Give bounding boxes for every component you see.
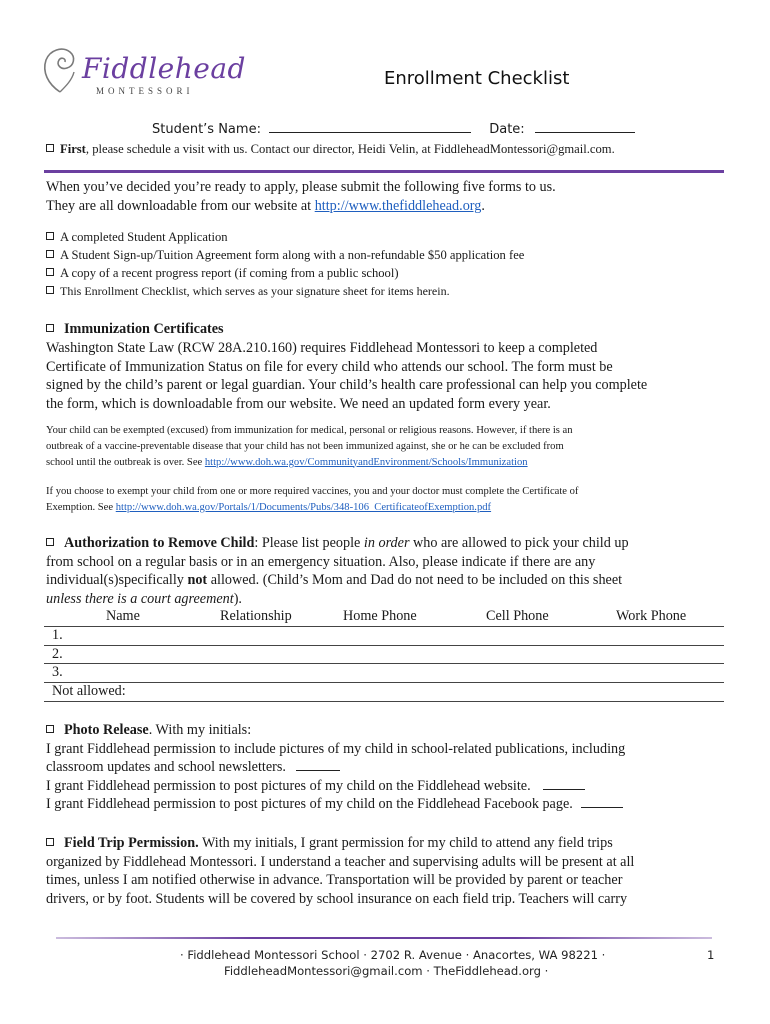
exemption-note-2 — [46, 484, 647, 515]
list-item — [46, 282, 524, 300]
intro — [46, 178, 556, 216]
list-item — [46, 246, 524, 264]
checkbox-icon[interactable] — [46, 538, 54, 546]
student-name-label: Student’s Name: — [152, 122, 261, 137]
intro-line-2 — [46, 197, 556, 216]
photo-line-3 — [46, 777, 625, 796]
note-line: Your child can be exempted (excused) from immunization for medical, personal or religious reasons. However, if there is an — [46, 425, 573, 437]
field-trip-text: With my initials, I grant permission for my child to attend any field trips — [198, 835, 613, 851]
list-item-label: This Enrollment Checklist, which serves as your signature sheet for items herein. — [60, 284, 450, 298]
exemption-note-1 — [46, 423, 647, 470]
intro-prefix: They are all downloadable from our website at — [46, 198, 315, 214]
field-trip-heading: Field Trip Permission. — [64, 835, 199, 851]
logo-text: Fiddlehead — [82, 52, 246, 85]
col-header-relationship: Relationship — [220, 608, 292, 624]
initials-facebook-field[interactable] — [581, 795, 623, 808]
doh-exemption-link[interactable]: http://www.doh.wa.gov/Portals/1/Documents/Pubs/348-106_CertificateofExemption.pdf — [115, 501, 492, 513]
initials-website-field[interactable] — [543, 777, 585, 790]
photo-line-2 — [46, 758, 625, 777]
footer-contact: FiddleheadMontessori@gmail.com · TheFiddlehead.org · — [224, 964, 549, 978]
first-bold: First — [60, 142, 86, 156]
auth-line-1 — [46, 534, 629, 553]
authorization-section — [46, 534, 629, 608]
checkbox-icon[interactable] — [46, 725, 54, 733]
student-line — [152, 120, 635, 137]
auth-line-3 — [46, 571, 629, 590]
doh-immunization-link[interactable]: http://www.doh.wa.gov/CommunityandEnvironment/Schools/Immunization — [204, 456, 528, 468]
note-line — [46, 455, 647, 471]
page-title: Enrollment Checklist — [384, 68, 570, 89]
auth-text: allowed. (Child’s Mom and Dad do not need to be included on this sheet — [207, 572, 623, 589]
date-label: Date: — [489, 122, 525, 137]
checkbox-icon[interactable] — [46, 250, 54, 258]
photo-heading: Photo Release — [64, 722, 149, 738]
table-rule — [44, 663, 724, 664]
table-row[interactable]: 3. — [52, 664, 63, 680]
list-item-label: A Student Sign-up/Tuition Agreement form along with a non-refundable $50 application fee — [60, 248, 525, 262]
photo-text: classroom updates and school newsletters. — [46, 759, 286, 776]
list-item-label: A completed Student Application — [60, 230, 228, 244]
checkbox-icon[interactable] — [46, 324, 54, 332]
photo-section — [46, 721, 625, 814]
photo-line-1: I grant Fiddlehead permission to include pictures of my child in school-related publications, including — [46, 740, 626, 757]
immunization-heading — [46, 320, 647, 339]
forms-list — [46, 228, 524, 300]
photo-text: I grant Fiddlehead permission to post pictures of my child on the Fiddlehead Facebook page. — [46, 796, 573, 813]
photo-text: I grant Fiddlehead permission to post pictures of my child on the Fiddlehead website. — [46, 777, 531, 794]
footer-address: · Fiddlehead Montessori School · 2702 R. Avenue · Anacortes, WA 98221 · — [180, 948, 606, 962]
para-line: the form, which is downloadable from our website. We need an updated form every year. — [46, 395, 551, 412]
col-header-cell-phone: Cell Phone — [486, 608, 549, 624]
photo-text: . With my initials: — [148, 722, 252, 738]
table-row[interactable]: 2. — [52, 646, 63, 662]
table-rule — [44, 701, 724, 702]
field-trip-line-4: drivers, or by foot. Students will be covered by school insurance on each field trip. Teachers will carry — [46, 890, 628, 907]
immunization-heading-text: Immunization Certificates — [64, 321, 224, 337]
table-row[interactable]: 1. — [52, 627, 63, 643]
note-line: If you choose to exempt your child from one or more required vaccines, you and your doctor must complete the Certificate of — [46, 486, 579, 498]
photo-heading-line — [46, 721, 625, 740]
note-prefix: school until the outbreak is over. See — [46, 456, 205, 468]
list-item — [46, 264, 524, 282]
divider-top — [44, 170, 724, 173]
footer-divider — [56, 937, 712, 939]
pickup-table — [44, 608, 724, 704]
immunization-paragraph — [46, 339, 647, 413]
table-rule — [44, 682, 724, 683]
checkbox-icon[interactable] — [46, 286, 54, 294]
website-link[interactable]: http://www.thefiddlehead.org — [314, 198, 482, 214]
auth-emphasis: in order — [363, 535, 410, 551]
logo — [40, 44, 246, 104]
page-number: 1 — [707, 948, 715, 962]
list-item-label: A copy of a recent progress report (if coming from a public school) — [60, 266, 399, 280]
checkbox-icon[interactable] — [46, 838, 54, 846]
checkbox-icon[interactable] — [46, 232, 54, 240]
student-name-field[interactable] — [269, 120, 471, 133]
field-trip-line-2: organized by Fiddlehead Montessori. I understand a teacher and supervising adults will be present at all — [46, 853, 635, 870]
photo-line-4 — [46, 795, 625, 814]
col-header-name: Name — [106, 608, 140, 624]
field-trip-section — [46, 834, 634, 908]
auth-line-2: from school on a regular basis or in an emergency situation. Also, please indicate if there are any — [46, 553, 596, 570]
para-line: Certificate of Immunization Status on file for every child who attends our school. The form must be — [46, 358, 613, 375]
initials-newsletters-field[interactable] — [296, 758, 340, 771]
auth-emphasis: not — [187, 572, 208, 589]
checkbox-icon[interactable] — [46, 144, 54, 152]
auth-line-4 — [46, 590, 629, 609]
fern-logo-icon — [40, 44, 80, 96]
table-rule — [44, 645, 724, 646]
note-line: outbreak of a vaccine-preventable disease that your child has not been immunized against, she or he can be excluded from — [46, 440, 564, 452]
table-rule — [44, 626, 724, 627]
para-line: Washington State Law (RCW 28A.210.160) requires Fiddlehead Montessori to keep a completed — [46, 340, 598, 356]
auth-text: ). — [233, 590, 242, 607]
col-header-work-phone: Work Phone — [616, 608, 687, 624]
logo-subtext: MONTESSORI — [96, 86, 194, 96]
first-item — [46, 142, 615, 157]
first-text: , please schedule a visit with us. Contact our director, Heidi Velin, at FiddleheadMontessori@gmail.com. — [85, 142, 615, 156]
field-trip-line-3: times, unless I am notified otherwise in advance. Transportation will be provided by parent or teacher — [46, 872, 623, 889]
checkbox-icon[interactable] — [46, 268, 54, 276]
field-trip-line-1 — [46, 834, 634, 853]
auth-text: : Please list people — [254, 535, 364, 551]
auth-text: individual(s)specifically — [46, 572, 188, 589]
note-line — [46, 500, 647, 516]
note-prefix: Exemption. See — [46, 501, 116, 513]
intro-line-1: When you’ve decided you’re ready to apply, please submit the following five forms to us. — [46, 179, 556, 195]
auth-heading: Authorization to Remove Child — [64, 535, 255, 551]
auth-emphasis: unless there is a court agreement — [46, 590, 234, 607]
auth-text: who are allowed to pick your child up — [409, 535, 629, 551]
list-item — [46, 228, 524, 246]
date-field[interactable] — [535, 120, 635, 133]
para-line: signed by the child’s parent or legal guardian. Your child’s health care professional can help you complete — [46, 377, 648, 394]
intro-suffix: . — [481, 198, 485, 214]
table-row[interactable]: Not allowed: — [52, 683, 126, 699]
col-header-home-phone: Home Phone — [343, 608, 417, 624]
immunization-section — [46, 320, 647, 515]
